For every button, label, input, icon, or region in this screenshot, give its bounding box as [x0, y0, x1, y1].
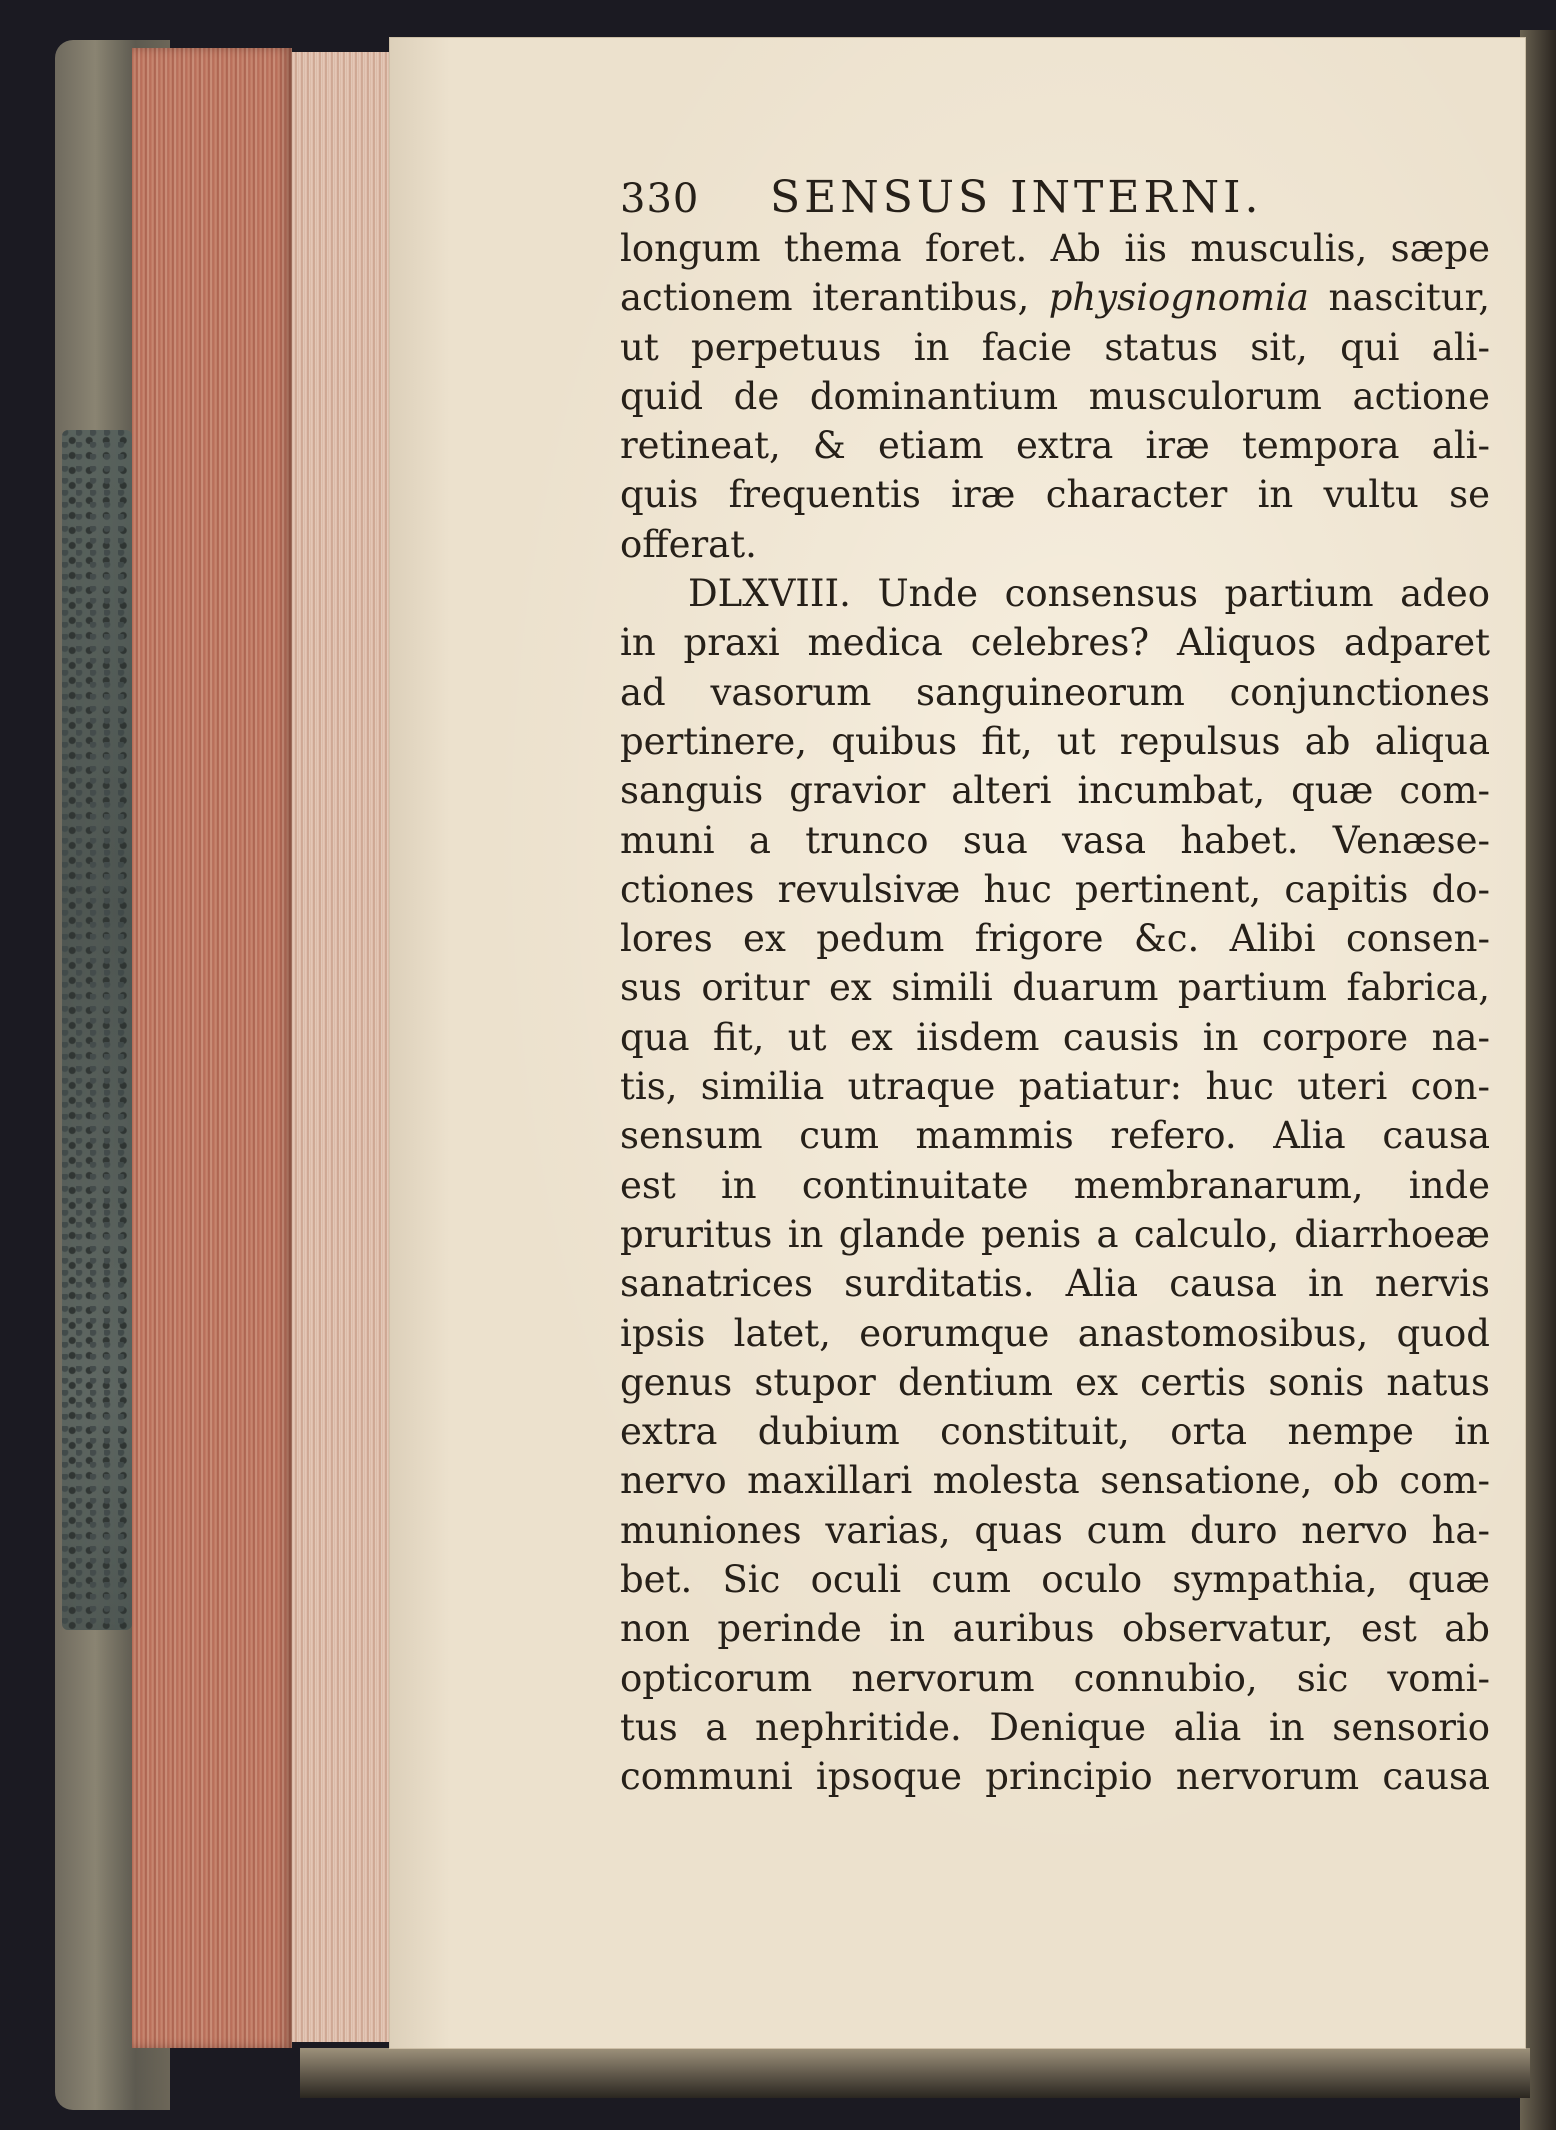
marbled-cover-panel	[62, 430, 132, 1630]
text-line: lores ex pedum frigore &c. Alibi consen-	[620, 917, 1490, 961]
text-line: sanatrices surditatis. Alia causa in nervis	[620, 1262, 1490, 1306]
text-line: in praxi medica celebres? Aliquos adparet	[620, 621, 1490, 665]
text-line: nervo maxillari molesta sensatione, ob com-	[620, 1459, 1490, 1503]
text-line: muniones varias, quas cum duro nervo ha-	[620, 1508, 1490, 1552]
text-line: quid de dominantium musculorum actione	[620, 374, 1490, 418]
text-line: muni a trunco sua vasa habet. Venæse-	[620, 818, 1490, 862]
text-block	[620, 172, 1490, 1802]
text-line: non perinde in auribus observatur, est ab	[620, 1607, 1490, 1651]
text-line: opticorum nervorum connubio, sic vomi-	[620, 1656, 1490, 1700]
text-line: longum thema foret. Ab iis musculis, sæpe	[620, 227, 1490, 270]
page-fore-edge	[132, 48, 292, 2048]
text-line: extra dubium constituit, orta nempe in	[620, 1410, 1490, 1454]
section-start-line: DLXVIII. Unde consensus partium adeo	[688, 572, 1490, 616]
text-line: tus a nephritide. Denique alia in sensorio	[620, 1705, 1490, 1749]
text-line: pertinere, quibus fit, ut repulsus ab aliqua	[620, 719, 1490, 763]
italic-term: physiognomia	[1048, 276, 1309, 320]
running-head-title: SENSUS INTERNI.	[770, 172, 1263, 223]
text-line: qua fit, ut ex iisdem causis in corpore na-	[620, 1015, 1490, 1059]
text-line: ipsis latet, eorumque anastomosibus, quod	[620, 1311, 1490, 1355]
text-line: bet. Sic oculi cum oculo sympathia, quæ	[620, 1558, 1490, 1602]
bottom-shadow	[300, 2048, 1530, 2098]
text-line: ad vasorum sanguineorum conjunctiones	[620, 670, 1490, 714]
text-line: sus oritur ex simili duarum partium fabrica,	[620, 966, 1490, 1010]
text-line: est in continuitate membranarum, inde	[620, 1163, 1490, 1207]
text-line: quis frequentis iræ character in vultu se	[620, 473, 1490, 517]
text-line: tis, similia utraque patiatur: huc uteri con-	[620, 1065, 1490, 1109]
page-number: 330	[620, 176, 700, 222]
running-head	[620, 172, 1490, 224]
text-line: actionem iterantibus, physiognomia nascitur,	[620, 276, 1490, 320]
page-stack	[292, 52, 402, 2042]
text-line: pruritus in glande penis a calculo, diarrhoeæ	[620, 1212, 1490, 1256]
text-line: ctiones revulsivæ huc pertinent, capitis do-	[620, 867, 1490, 911]
text-line: communi ipsoque principio nervorum causa	[620, 1755, 1490, 1799]
text-line: retineat, & etiam extra iræ tempora ali-	[620, 424, 1490, 468]
text-line: sensum cum mammis refero. Alia causa	[620, 1114, 1490, 1158]
text-line: offerat.	[620, 522, 757, 566]
text-line: genus stupor dentium ex certis sonis natus	[620, 1360, 1490, 1404]
text-line: sanguis gravior alteri incumbat, quæ com-	[620, 769, 1490, 813]
right-shadow	[1520, 30, 1556, 2130]
text-line: ut perpetuus in facie status sit, qui ali-	[620, 325, 1490, 369]
